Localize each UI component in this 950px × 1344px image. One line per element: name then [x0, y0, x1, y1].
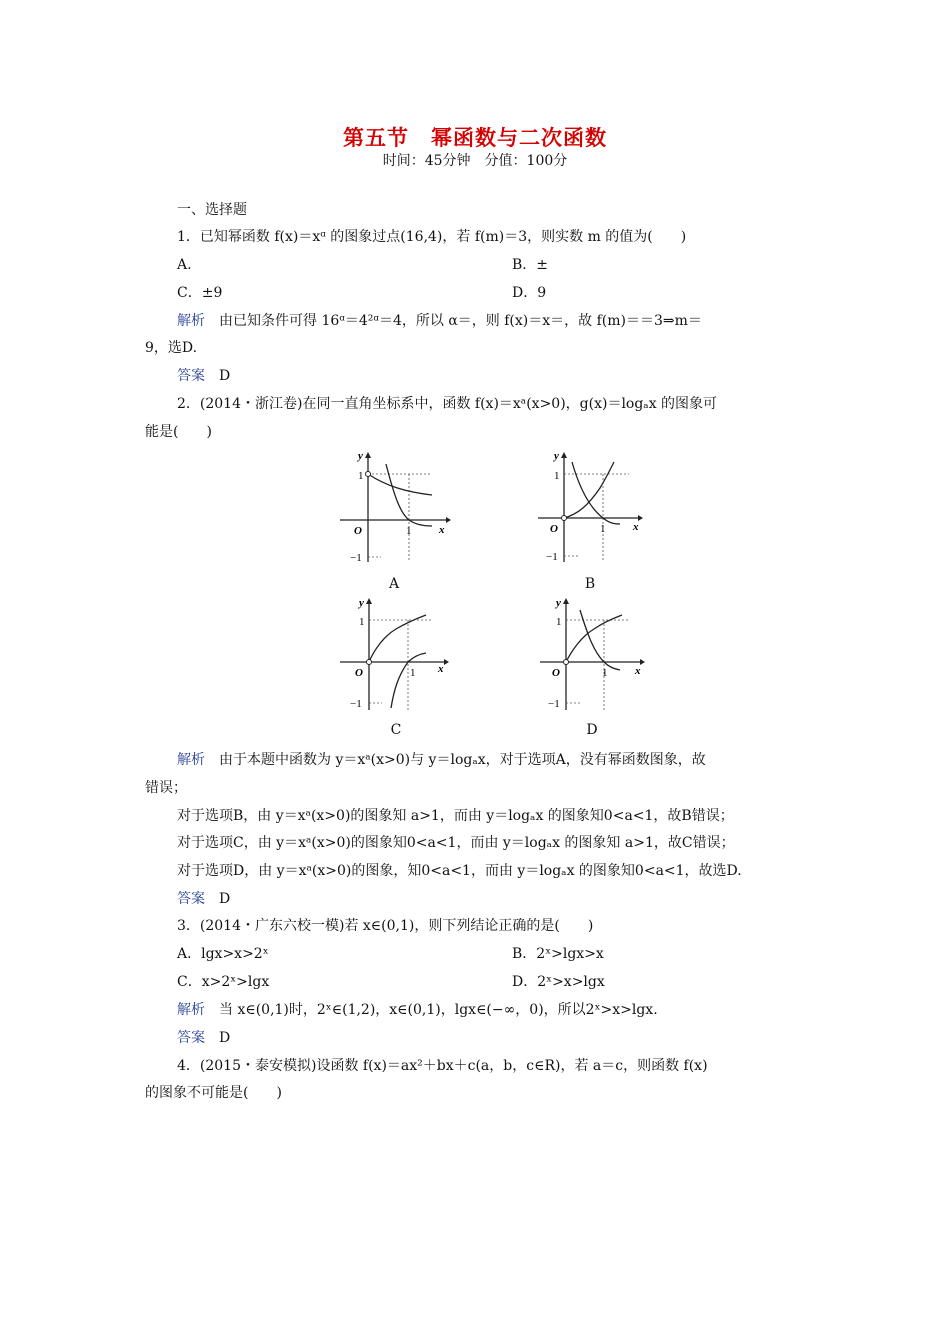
- q2-analysis-c: 对于选项C，由 y＝xᵃ(x>0)的图象知0<a<1，而由 y＝logₐx 的图象知 a>1，故C错误；: [177, 835, 735, 851]
- q3-stem: 3．(2014・广东六校一模)若 x∈(0,1)，则下列结论正确的是( ): [177, 918, 594, 934]
- q2-analysis: [177, 750, 706, 770]
- caption-d: D: [586, 722, 598, 738]
- q1-option-d: D．9: [512, 285, 547, 301]
- q2-analysis-d: 对于选项D，由 y＝xᵃ(x>0)的图象，知0<a<1，而由 y＝logₐx 的图象知0<a<1，故选D.: [177, 863, 742, 879]
- q2-analysis-cont: 错误；: [145, 780, 187, 796]
- tick-label-1: 1: [600, 523, 606, 535]
- tick-label-1: 1: [410, 667, 416, 679]
- origin-label: O: [355, 667, 363, 679]
- page-subtitle: 时间：45分钟 分值：100分: [382, 153, 568, 169]
- x-axis-label: x: [438, 663, 444, 675]
- q2-analysis-text: 由于本题中函数为 y＝xᵃ(x>0)与 y＝logₐx，对于选项A，没有幂函数图象，故: [205, 752, 706, 768]
- tick-label-1: 1: [602, 667, 608, 679]
- tick-label-neg1: −1: [548, 698, 560, 710]
- tick-label-1: 1: [406, 525, 412, 537]
- q3-option-d: D．2ˣ>x>lgx: [512, 974, 605, 990]
- page-title: 第五节 幂函数与二次函数: [343, 126, 607, 150]
- q2-stem: 2．(2014・浙江卷)在同一直角坐标系中，函数 f(x)＝xᵃ(x>0)，g(x)＝logₐx 的图象可: [177, 396, 718, 412]
- answer-label: 答案: [177, 368, 205, 384]
- analysis-label: 解析: [177, 752, 205, 768]
- x-axis-label: x: [439, 524, 445, 536]
- q3-answer-value: D: [205, 1030, 231, 1046]
- tick-label-neg1: −1: [546, 551, 558, 563]
- section-heading: 一、选择题: [177, 202, 247, 218]
- x-axis-label: x: [633, 521, 639, 533]
- q3-option-b: B．2ˣ>lgx>x: [512, 946, 604, 962]
- caption-c: C: [390, 722, 402, 738]
- q4-stem: 4．(2015・泰安模拟)设函数 f(x)＝ax²＋bx＋c(a，b，c∈R)，若 a＝c，则函数 f(x): [177, 1058, 708, 1074]
- q3-option-a: A．lgx>x>2ˣ: [177, 946, 269, 962]
- q1-stem: 1．已知幂函数 f(x)＝xᵅ 的图象过点(16,4)，若 f(m)＝3，则实数 m 的值为( ): [177, 229, 687, 245]
- caption-a: A: [388, 576, 400, 592]
- q2-stem-cont: 能是( ): [145, 424, 212, 440]
- graph-a: [336, 450, 452, 572]
- q1-answer-value: D: [205, 368, 231, 384]
- tick-label-1: 1: [554, 470, 560, 482]
- origin-label: O: [552, 667, 560, 679]
- y-axis-label: y: [358, 450, 363, 462]
- q3-option-c: C．x>2ˣ>lgx: [177, 974, 270, 990]
- q2-answer: [177, 889, 230, 909]
- q3-analysis: [177, 1000, 658, 1020]
- q1-answer: [177, 366, 230, 386]
- graph-d: [536, 598, 652, 720]
- q1-option-b: B．±: [512, 257, 549, 273]
- answer-label: 答案: [177, 891, 205, 907]
- q3-analysis-text: 当 x∈(0,1)时，2ˣ∈(1,2)，x∈(0,1)，lgx∈(−∞，0)，所以2ˣ>x>lgx.: [205, 1002, 658, 1018]
- q1-option-c: C．±9: [177, 285, 223, 301]
- q1-option-a: A.: [177, 257, 192, 273]
- tick-label-1: 1: [358, 470, 364, 482]
- origin-label: O: [550, 523, 558, 535]
- graph-c: [336, 598, 452, 720]
- answer-label: 答案: [177, 1030, 205, 1046]
- q1-analysis-text: 由已知条件可得 16ᵅ＝4²ᵅ＝4，所以 α＝，则 f(x)＝x＝，故 f(m)＝＝3⇒m＝: [205, 313, 702, 329]
- q2-analysis-b: 对于选项B，由 y＝xᵃ(x>0)的图象知 a>1，而由 y＝logₐx 的图象知0<a<1，故B错误；: [177, 808, 734, 824]
- graph-b: [534, 450, 650, 572]
- q2-answer-value: D: [205, 891, 231, 907]
- analysis-label: 解析: [177, 1002, 205, 1018]
- q4-stem-cont: 的图象不可能是( ): [145, 1085, 282, 1101]
- q3-answer: [177, 1028, 230, 1048]
- caption-b: B: [584, 576, 596, 592]
- y-axis-label: y: [556, 598, 561, 609]
- tick-label-1: 1: [359, 616, 365, 628]
- x-axis-label: x: [635, 665, 641, 677]
- analysis-label: 解析: [177, 313, 205, 329]
- y-axis-label: y: [359, 598, 364, 609]
- tick-label-neg1: −1: [350, 552, 362, 564]
- q1-analysis: [177, 311, 702, 331]
- tick-label-neg1: −1: [350, 698, 362, 710]
- y-axis-label: y: [554, 450, 559, 462]
- q1-analysis-cont: 9，选D.: [145, 340, 198, 356]
- tick-label-1: 1: [556, 616, 562, 628]
- origin-label: O: [354, 525, 362, 537]
